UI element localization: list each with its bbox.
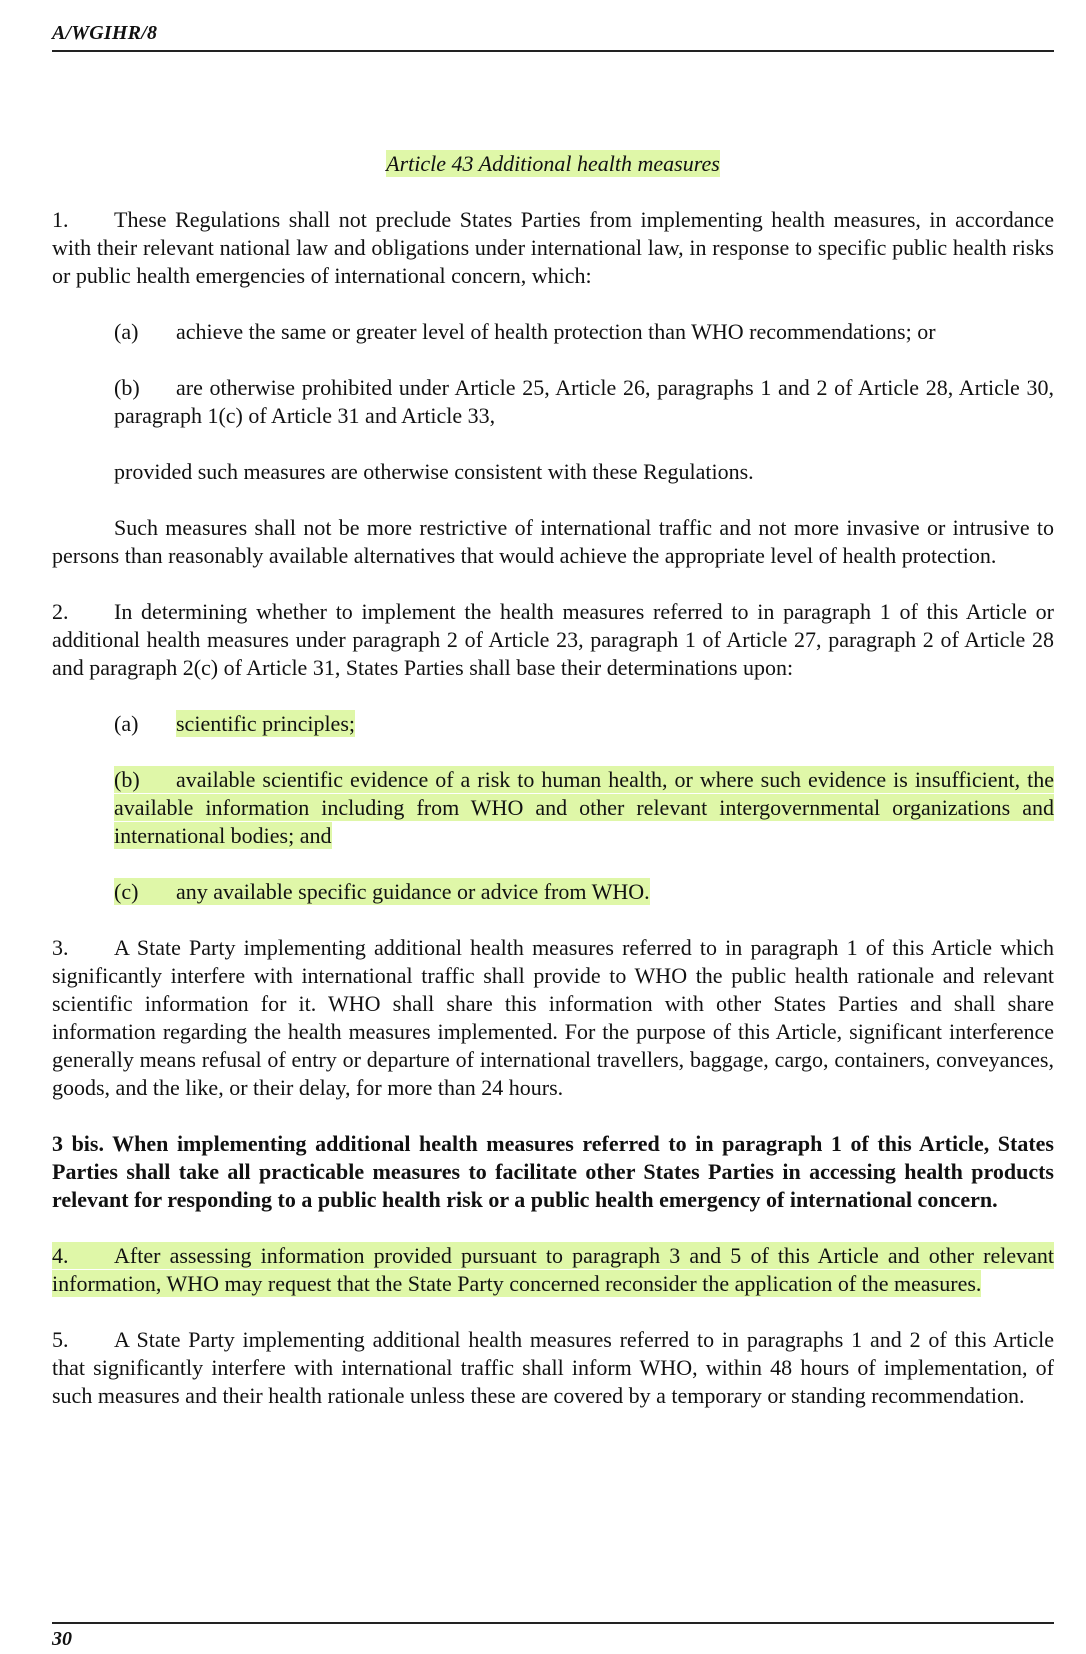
paragraph-number: 2. (52, 599, 69, 624)
item-letter: (b) (114, 767, 140, 792)
paragraph-1-proviso: provided such measures are otherwise consistent with these Regulations. (114, 459, 754, 484)
paragraph-text: These Regulations shall not preclude States Parties from implementing health measures, in accordance with their relevant national law and obligations under international law, in response to specific public health risks or public health emergencies of international concern, which: (52, 207, 1054, 288)
paragraph-text: In determining whether to implement the health measures referred to in paragraph 1 of this Article or additional health measures under paragraph 2 of Article 23, paragraph 1 of Article 27, paragraph 2 of Article 28 and paragraph 2(c) of Article 31, States Parties shall base their determinations upon: (52, 599, 1054, 680)
item-letter: (a) (114, 711, 139, 736)
document-code: A/WGIHR/8 (52, 22, 158, 44)
paragraph-text: After assessing information provided pursuant to paragraph 3 and 5 of this Article and other relevant information, WHO may request that the State Party concerned reconsider the application of the measures. (52, 1243, 1054, 1296)
item-text: available scientific evidence of a risk to human health, or where such evidence is insufficient, the available information including from WHO and other relevant intergovernmental organizations and international bodies; and (114, 767, 1054, 848)
paragraph-2-item-b (114, 766, 1054, 850)
article-content (52, 150, 1054, 1438)
highlighted-article-title: Article 43 Additional health measures (386, 151, 720, 176)
paragraph-2 (52, 598, 1054, 682)
highlighted-item-text: scientific principles; (176, 711, 355, 736)
item-letter: (c) (114, 879, 139, 904)
paragraph-text: A State Party implementing additional health measures referred to in paragraphs 1 and 2 of this Article that significantly interfere with international traffic shall inform WHO, within 48 hours of implementation, of such measures and their health rationale unless these are covered by a temporary or standing recommendation. (52, 1327, 1054, 1408)
paragraph-2-item-a (114, 710, 1054, 738)
article-title (52, 150, 1054, 178)
item-letter: (a) (114, 319, 139, 344)
item-text: any available specific guidance or advice from WHO. (176, 879, 650, 904)
paragraph-1-item-b (114, 374, 1054, 430)
paragraph-number: 3. (52, 935, 69, 960)
paragraph-number: 4. (52, 1243, 69, 1268)
paragraph-5 (52, 1326, 1054, 1410)
item-text: are otherwise prohibited under Article 25, Article 26, paragraphs 1 and 2 of Article 28, Article 30, paragraph 1(c) of Article 31 and Article 33, (114, 375, 1054, 428)
page-header (52, 22, 1054, 52)
paragraph-text: A State Party implementing additional health measures referred to in paragraph 1 of this Article which significantly interfere with international traffic shall provide to WHO the public health rationale and relevant scientific information for it. WHO shall share this information with other States Parties and shall share information regarding the health measures implemented. For the purpose of this Article, significant interference generally means refusal of entry or departure of international travellers, baggage, cargo, containers, conveyances, goods, and the like, or their delay, for more than 24 hours. (52, 935, 1054, 1100)
page-footer (52, 1622, 1054, 1654)
paragraph-1 (52, 206, 1054, 290)
item-text: achieve the same or greater level of health protection than WHO recommendations; or (176, 319, 936, 344)
paragraph-2-item-c (114, 878, 1054, 906)
paragraph-3 (52, 934, 1054, 1102)
item-letter: (b) (114, 375, 140, 400)
paragraph-number: 5. (52, 1327, 69, 1352)
paragraph-3bis: 3 bis. When implementing additional health measures referred to in paragraph 1 of this Article, States Parties shall take all practicable measures to facilitate other States Parties in accessing health products relevant for responding to a public health risk or a public health emergency of international concern. (52, 1131, 1054, 1212)
paragraph-4 (52, 1242, 1054, 1298)
highlighted-item-c (114, 878, 650, 905)
highlighted-item-b (114, 766, 1054, 849)
highlighted-paragraph-4 (52, 1242, 1054, 1297)
paragraph-1-such-measures: Such measures shall not be more restrictive of international traffic and not more invasive or intrusive to persons than reasonably available alternatives that would achieve the appropriate level of health protection. (52, 515, 1054, 568)
paragraph-1-item-a (114, 318, 1054, 346)
paragraph-number: 1. (52, 207, 69, 232)
page-number: 30 (52, 1628, 72, 1650)
